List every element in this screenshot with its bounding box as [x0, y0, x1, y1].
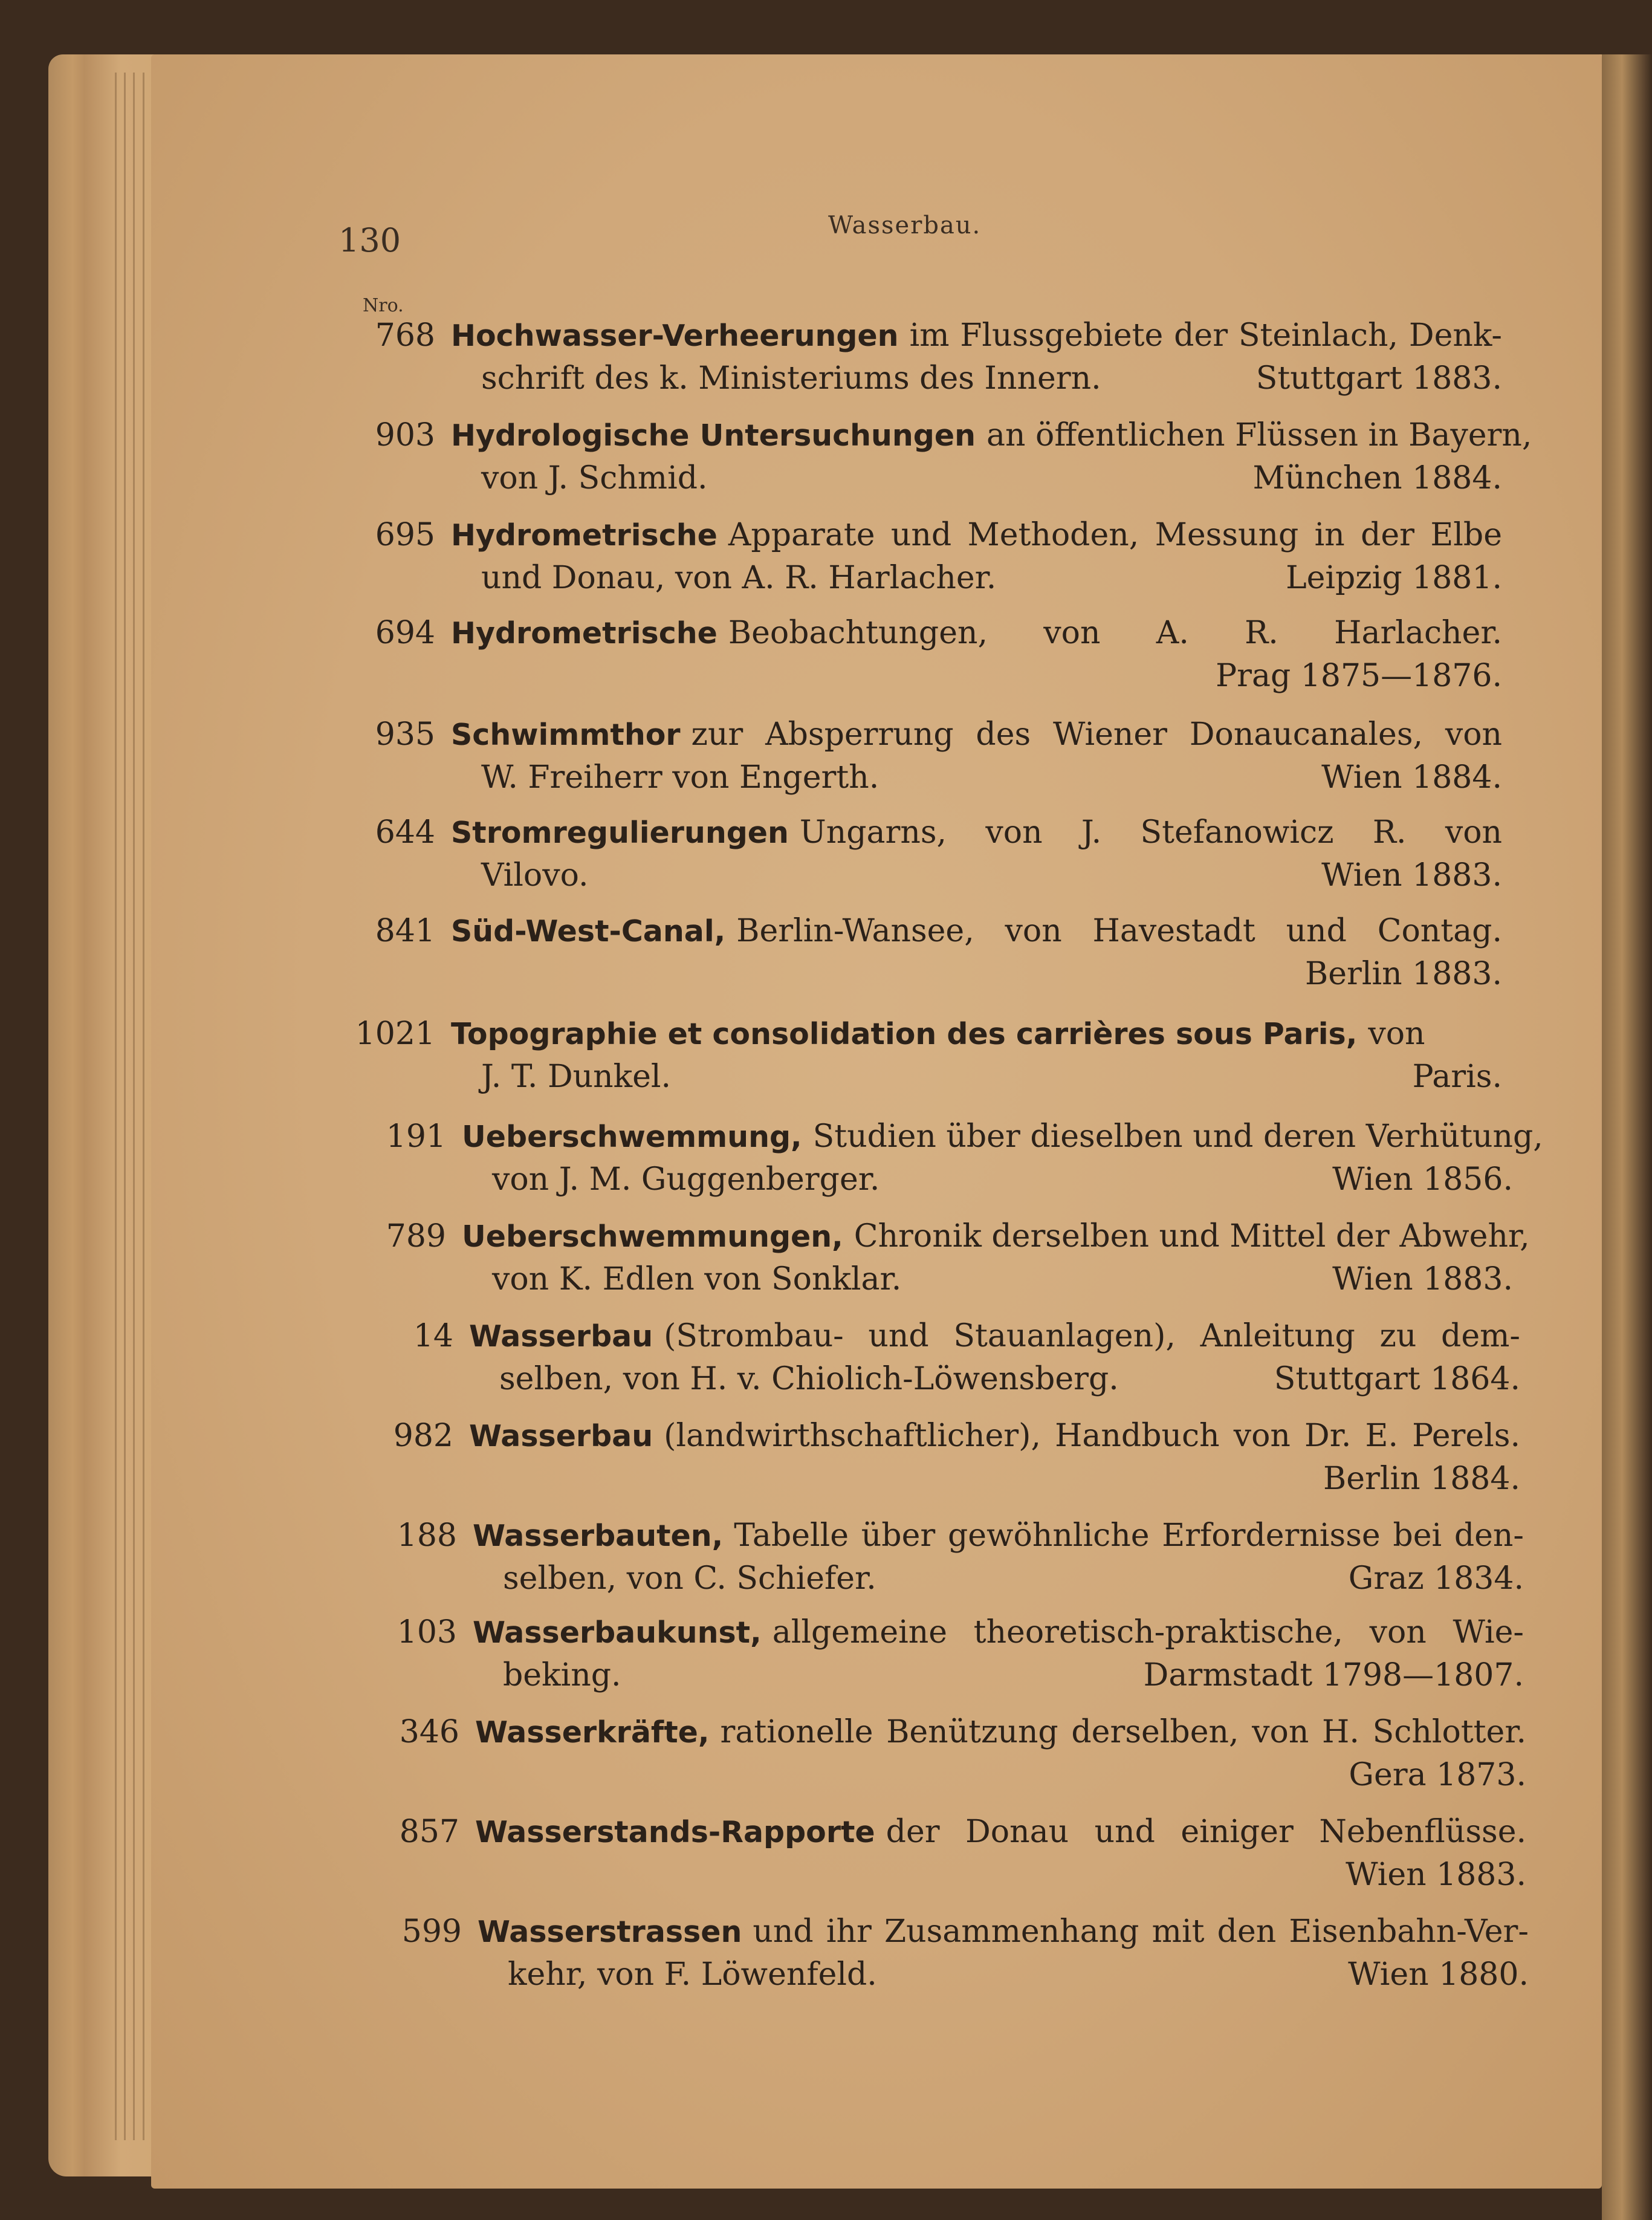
entry-author: selben, von H. v. Chiolich-Löwensberg. — [499, 1361, 1119, 1397]
entry-keyword: Ueberschwemmung, — [462, 1120, 802, 1154]
entry-number: 599 — [401, 1913, 462, 1950]
entry-text: Chronik derselben und Mittel der Abwehr, — [854, 1218, 1530, 1254]
entry-keyword: Süd-West-Canal, — [451, 914, 726, 949]
entry-number: 789 — [386, 1218, 446, 1254]
entry-place-year: Wien 1856. — [1332, 1161, 1513, 1198]
entry-place-year: Stuttgart 1883. — [1255, 360, 1502, 397]
entry-text: Berlin-Wansee, von Havestadt und Contag. — [736, 913, 1502, 949]
entry-place-year: Darmstadt 1798—1807. — [1143, 1657, 1524, 1693]
bibliography-entry — [363, 1711, 1526, 1796]
entry-keyword: Topographie et consolidation des carrières sous Paris, — [451, 1017, 1358, 1051]
entry-author: Vilovo. — [481, 857, 589, 894]
entry-keyword: Hochwasser-Verheerungen — [451, 319, 899, 353]
entry-text: von — [1368, 1016, 1425, 1052]
entry-text: der Donau und einiger Nebenflüsse. — [886, 1814, 1526, 1850]
entry-text: im Flussgebiete der Steinlach, Denk- — [909, 317, 1502, 354]
entry-author: W. Freiherr von Engerth. — [481, 759, 879, 796]
entry-text: Tabelle über gewöhnliche Erfordernisse bei den- — [734, 1517, 1524, 1554]
entry-keyword: Wasserbau — [469, 1419, 653, 1453]
entry-number: 768 — [375, 317, 435, 354]
entry-place-year: Leipzig 1881. — [1286, 560, 1502, 596]
entry-keyword: Wasserkräfte, — [475, 1715, 710, 1750]
page-edge-line — [115, 73, 117, 2140]
entry-author: J. T. Dunkel. — [481, 1059, 672, 1095]
bibliography-entry — [338, 314, 1502, 400]
bibliography-entry — [365, 1910, 1529, 1996]
entry-keyword: Hydrometrische — [451, 616, 717, 651]
entry-keyword: Wasserbauten, — [473, 1519, 724, 1553]
entry-author: schrift des k. Ministeriums des Innern. — [481, 360, 1101, 397]
entry-number: 103 — [397, 1614, 457, 1650]
entry-number: 188 — [397, 1517, 457, 1554]
bibliography-entry — [338, 1013, 1502, 1098]
page-edge-line — [124, 73, 126, 2140]
entry-text: und ihr Zusammenhang mit den Eisenbahn-Ver- — [753, 1913, 1529, 1950]
entry-number: 841 — [375, 913, 435, 949]
page-edge-line — [133, 73, 135, 2140]
entry-place-year: Wien 1880. — [1348, 1956, 1529, 1993]
entry-text: allgemeine theoretisch-praktische, von Wie- — [772, 1614, 1524, 1650]
entry-place-year: Graz 1834. — [1348, 1560, 1524, 1597]
bibliography-entry — [338, 910, 1502, 995]
entry-text: Apparate und Methoden, Messung in der Elbe — [728, 517, 1502, 553]
entry-number: 14 — [413, 1318, 453, 1354]
entry-number: 694 — [375, 615, 435, 651]
bibliography-entry — [338, 612, 1502, 697]
entry-place-year: Paris. — [1412, 1059, 1502, 1095]
entry-text: an öffentlichen Flüssen in Bayern, — [986, 417, 1532, 453]
entry-number: 191 — [386, 1118, 446, 1155]
bibliography-entry — [338, 514, 1502, 599]
bibliography-entry — [338, 811, 1502, 897]
entry-number: 982 — [393, 1418, 453, 1454]
entry-text: (landwirthschaftlicher), Handbuch von Dr. E. Perels. — [664, 1418, 1520, 1454]
entry-author: von J. M. Guggenberger. — [492, 1161, 880, 1198]
entry-text: Beobachtungen, von A. R. Harlacher. — [728, 615, 1502, 651]
bibliography-entry — [363, 1811, 1526, 1896]
entry-author: selben, von C. Schiefer. — [503, 1560, 876, 1597]
entry-place-year: Berlin 1884. — [1323, 1461, 1520, 1497]
entry-keyword: Hydrometrische — [451, 518, 717, 553]
bibliography-entry — [360, 1611, 1524, 1696]
entry-place-year: Stuttgart 1864. — [1274, 1361, 1520, 1397]
entry-place-year: Wien 1883. — [1346, 1857, 1526, 1893]
entry-keyword: Hydrologische Untersuchungen — [451, 418, 976, 453]
entry-place-year: München 1884. — [1252, 460, 1502, 496]
bibliography-entry — [357, 1415, 1520, 1500]
entry-text: rationelle Benützung derselben, von H. Schlotter. — [720, 1714, 1526, 1750]
bibliography-entry — [349, 1115, 1543, 1201]
facing-page-edge — [1602, 54, 1652, 2220]
entry-keyword: Stromregulierungen — [451, 816, 789, 850]
column-label: Nro. — [363, 295, 404, 316]
entry-number: 346 — [399, 1714, 459, 1750]
entry-number: 644 — [375, 814, 435, 851]
entry-place-year: Berlin 1883. — [1305, 956, 1502, 992]
entry-keyword: Wasserstands-Rapporte — [475, 1815, 875, 1849]
entry-number: 903 — [375, 417, 435, 453]
entry-place-year: Wien 1883. — [1332, 1261, 1513, 1297]
entry-text: (Strombau- und Stauanlagen), Anleitung zu dem- — [664, 1318, 1520, 1354]
page-edge-line — [143, 73, 144, 2140]
entry-keyword: Wasserbau — [469, 1319, 653, 1354]
entry-number: 1021 — [355, 1016, 435, 1052]
entry-place-year: Wien 1884. — [1321, 759, 1502, 796]
entry-text: Studien über dieselben und deren Verhütung, — [812, 1118, 1543, 1155]
bibliography-entry — [349, 1215, 1530, 1300]
entry-author: von K. Edlen von Sonklar. — [492, 1261, 902, 1297]
entry-keyword: Schwimmthor — [451, 718, 681, 752]
entry-number: 695 — [375, 517, 435, 553]
bibliography-entry — [360, 1514, 1524, 1600]
entry-place-year: Gera 1873. — [1349, 1757, 1526, 1793]
entry-keyword: Wasserstrassen — [478, 1915, 742, 1949]
bibliography-entry — [338, 713, 1502, 799]
bibliography-entry — [338, 414, 1532, 499]
entry-author: von J. Schmid. — [481, 460, 708, 496]
entry-number: 857 — [399, 1814, 459, 1850]
entry-keyword: Wasserbaukunst, — [473, 1615, 762, 1650]
entry-author: kehr, von F. Löwenfeld. — [508, 1956, 877, 1993]
page-number: 130 — [338, 221, 401, 259]
entry-keyword: Ueberschwemmungen, — [462, 1219, 843, 1254]
entry-text: zur Absperrung des Wiener Donaucanales, von — [691, 716, 1502, 753]
running-title: Wasserbau. — [828, 212, 982, 239]
entry-author: beking. — [503, 1657, 621, 1693]
entry-place-year: Wien 1883. — [1321, 857, 1502, 894]
bibliography-entry — [357, 1315, 1520, 1400]
entry-number: 935 — [375, 716, 435, 753]
entry-place-year: Prag 1875—1876. — [1216, 658, 1502, 694]
entry-text: Ungarns, von J. Stefanowicz R. von — [799, 814, 1502, 851]
entry-author: und Donau, von A. R. Harlacher. — [481, 560, 997, 596]
